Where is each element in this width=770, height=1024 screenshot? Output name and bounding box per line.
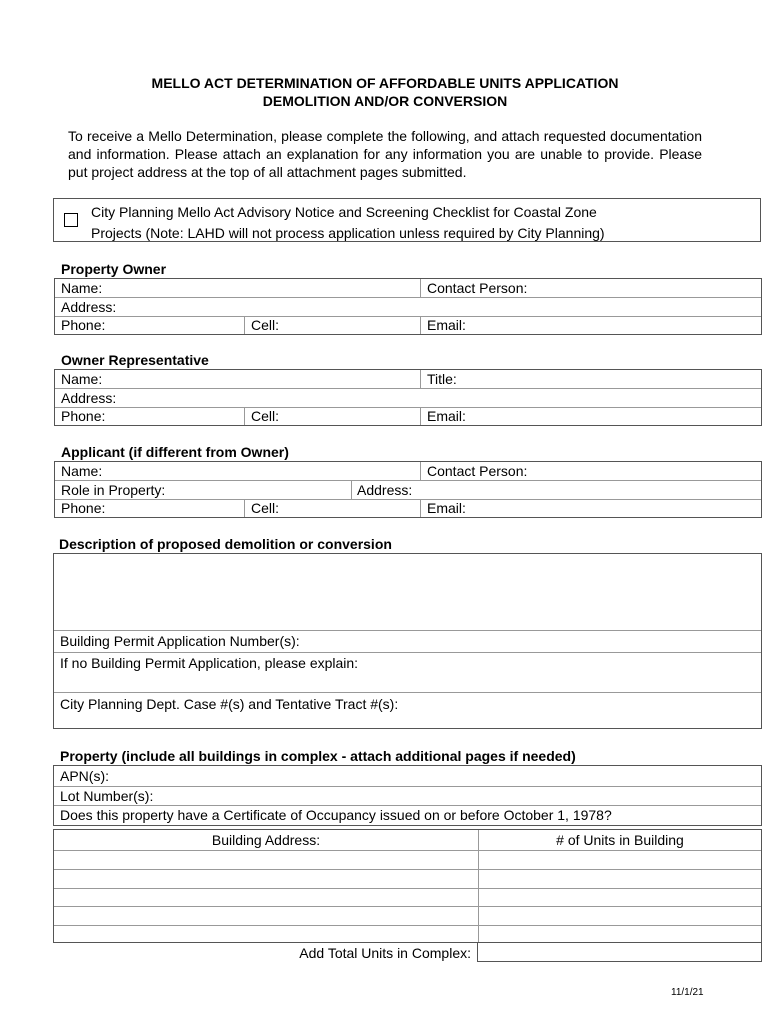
intro-paragraph: To receive a Mello Determination, please complete the following, and attach requested documentation and information. Please attach an explanation for any information you are unable to provide. Please put project address at the top of all attachment pages submitted. xyxy=(68,128,702,180)
permit-number-field[interactable]: Building Permit Application Number(s): xyxy=(60,633,300,649)
rep-name-field[interactable]: Name: xyxy=(61,371,103,387)
property-owner-heading: Property Owner xyxy=(61,261,167,277)
case-number-field[interactable]: City Planning Dept. Case #(s) and Tentative Tract #(s): xyxy=(60,696,399,712)
no-permit-explain-field[interactable]: If no Building Permit Application, please explain: xyxy=(60,655,359,671)
buildings-table xyxy=(53,829,762,943)
rep-address-field[interactable]: Address: xyxy=(61,390,117,406)
certificate-question-field[interactable]: Does this property have a Certificate of Occupancy issued on or before October 1, 1978? xyxy=(60,807,612,823)
rep-title-field[interactable]: Title: xyxy=(427,371,457,387)
building-units-row-4[interactable] xyxy=(479,907,761,925)
owner-cell-field[interactable]: Cell: xyxy=(251,317,280,333)
building-units-row-2[interactable] xyxy=(479,870,761,888)
building-units-row-3[interactable] xyxy=(479,889,761,906)
applicant-phone-field[interactable]: Phone: xyxy=(61,500,106,516)
building-address-row-1[interactable] xyxy=(54,851,478,869)
total-units-input[interactable] xyxy=(477,942,762,962)
description-textarea[interactable] xyxy=(54,554,761,630)
applicant-heading: Applicant (if different from Owner) xyxy=(61,444,289,460)
form-title-line2: DEMOLITION AND/OR CONVERSION xyxy=(262,93,508,109)
col-header-address: Building Address: xyxy=(211,832,321,848)
col-header-units: # of Units in Building xyxy=(556,832,684,848)
building-address-row-4[interactable] xyxy=(54,907,478,925)
property-owner-table xyxy=(54,278,762,335)
applicant-role-field[interactable]: Role in Property: xyxy=(61,482,166,498)
rep-cell-field[interactable]: Cell: xyxy=(251,408,280,424)
owner-contact-field[interactable]: Contact Person: xyxy=(427,280,528,296)
owner-phone-field[interactable]: Phone: xyxy=(61,317,106,333)
applicant-contact-field[interactable]: Contact Person: xyxy=(427,463,528,479)
property-info-box xyxy=(53,765,762,826)
building-units-row-1[interactable] xyxy=(479,851,761,869)
description-box xyxy=(53,553,762,729)
owner-address-field[interactable]: Address: xyxy=(61,299,117,315)
total-units-label: Add Total Units in Complex: xyxy=(299,945,471,961)
applicant-name-field[interactable]: Name: xyxy=(61,463,103,479)
property-heading: Property (include all buildings in complex - attach additional pages if needed) xyxy=(60,748,576,764)
owner-rep-table xyxy=(54,369,762,426)
owner-rep-heading: Owner Representative xyxy=(61,352,209,368)
owner-email-field[interactable]: Email: xyxy=(427,317,466,333)
checklist-line1: City Planning Mello Act Advisory Notice and Screening Checklist for Coastal Zone xyxy=(91,204,597,220)
owner-name-field[interactable]: Name: xyxy=(61,280,103,296)
form-title-line1: MELLO ACT DETERMINATION OF AFFORDABLE UNITS APPLICATION xyxy=(151,75,619,91)
applicant-table xyxy=(54,461,762,518)
applicant-email-field[interactable]: Email: xyxy=(427,500,466,516)
apn-field[interactable]: APN(s): xyxy=(60,768,109,784)
applicant-address-field[interactable]: Address: xyxy=(357,482,413,498)
checklist-line2: Projects (Note: LAHD will not process application unless required by City Planning) xyxy=(91,225,605,241)
building-address-row-5[interactable] xyxy=(54,926,478,942)
building-address-row-3[interactable] xyxy=(54,889,478,906)
lot-number-field[interactable]: Lot Number(s): xyxy=(60,788,154,804)
checklist-box xyxy=(53,198,761,242)
checklist-checkbox[interactable] xyxy=(64,213,78,227)
applicant-cell-field[interactable]: Cell: xyxy=(251,500,280,516)
revision-date: 11/1/21 xyxy=(671,987,704,998)
rep-phone-field[interactable]: Phone: xyxy=(61,408,106,424)
rep-email-field[interactable]: Email: xyxy=(427,408,466,424)
building-address-row-2[interactable] xyxy=(54,870,478,888)
building-units-row-5[interactable] xyxy=(479,926,761,942)
description-heading: Description of proposed demolition or conversion xyxy=(59,536,392,552)
